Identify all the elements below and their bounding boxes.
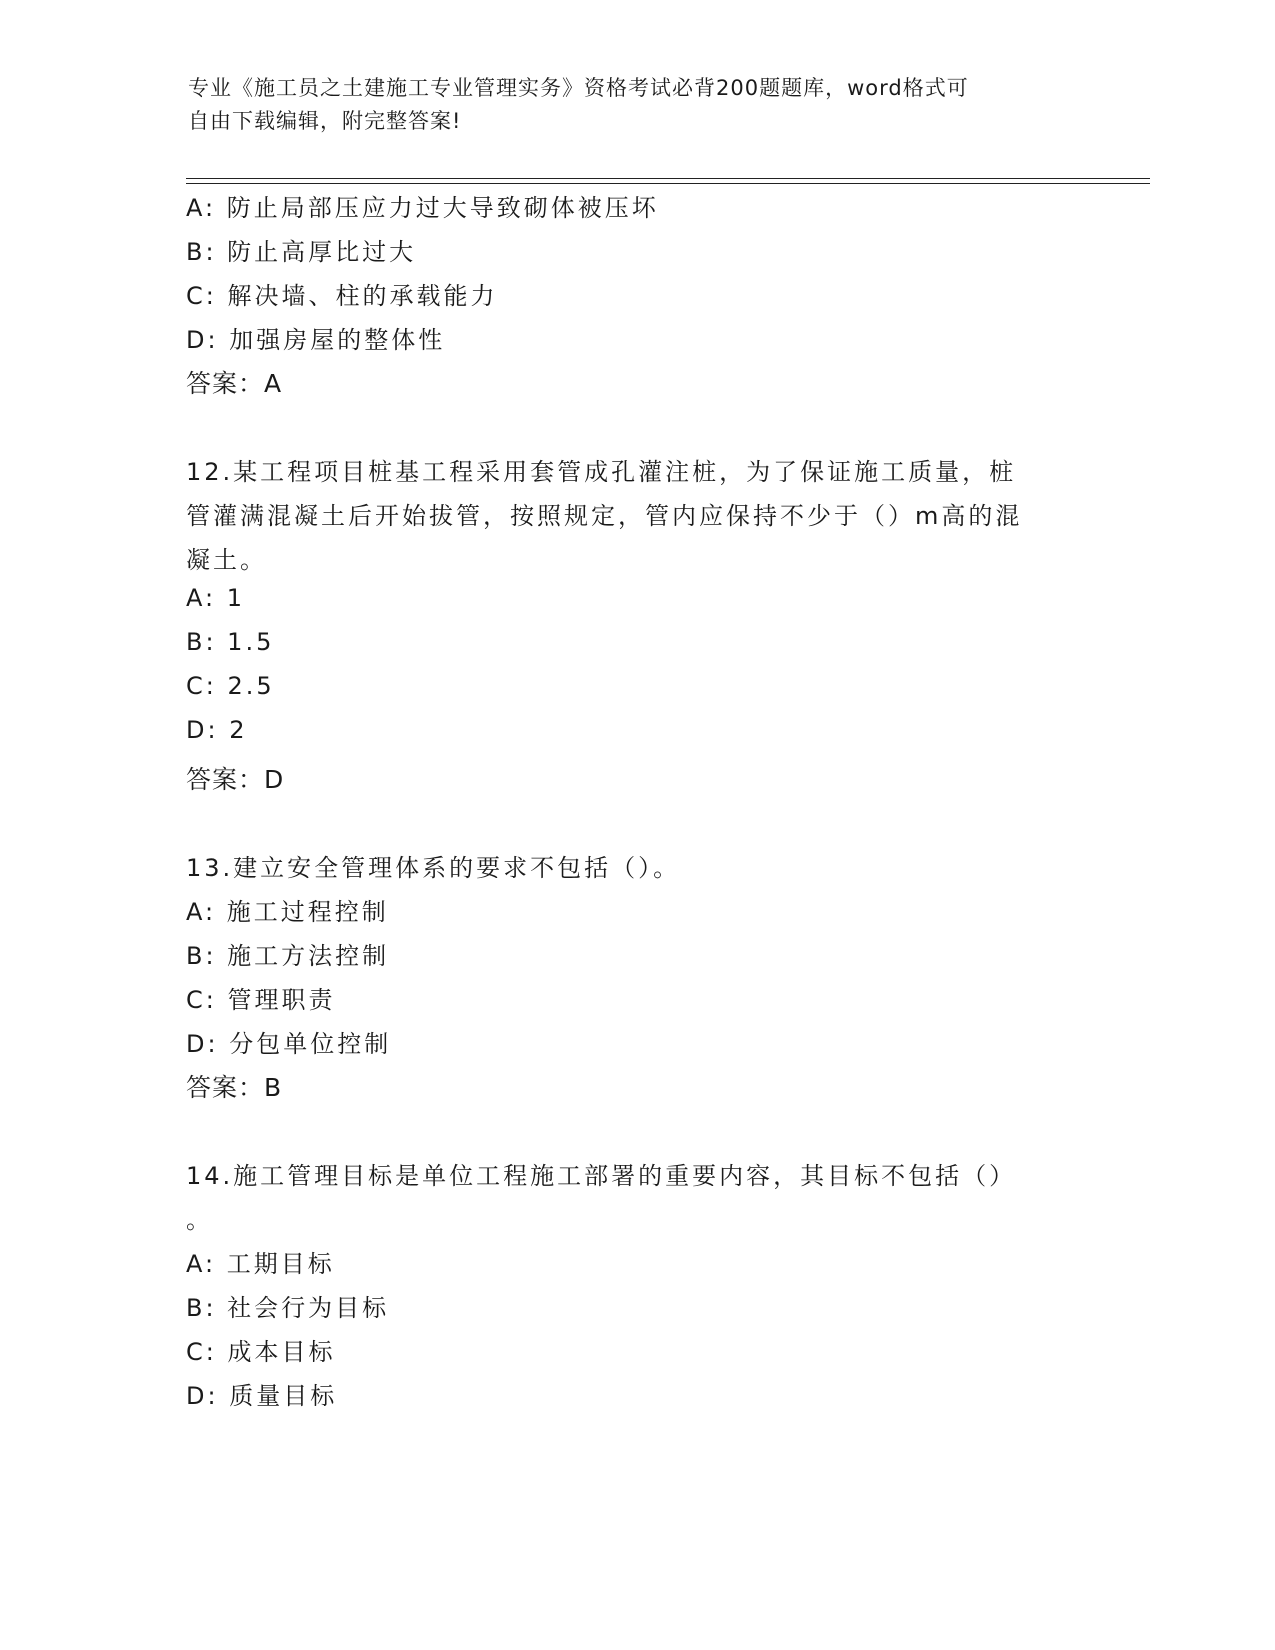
- option-a: A: 工期目标: [186, 1250, 335, 1278]
- question-stem-line: 13.建立安全管理体系的要求不包括（）。: [186, 854, 681, 882]
- option-b: B: 防止高厚比过大: [186, 238, 417, 266]
- question-stem-line: 。: [186, 1206, 213, 1234]
- option-a: A: 防止局部压应力过大导致砌体被压坏: [186, 194, 659, 222]
- question-stem-line: 管灌满混凝土后开始拔管，按照规定，管内应保持不少于（）m高的混: [186, 502, 1023, 530]
- option-d: D: 加强房屋的整体性: [186, 326, 446, 354]
- option-b: B: 社会行为目标: [186, 1294, 390, 1322]
- answer-line: 答案：B: [186, 1073, 283, 1102]
- option-a: A: 施工过程控制: [186, 898, 389, 926]
- option-a: A: 1: [186, 584, 245, 612]
- document-header: [188, 72, 1088, 138]
- option-d: D: 质量目标: [186, 1382, 338, 1410]
- option-d: D: 分包单位控制: [186, 1030, 392, 1058]
- option-b: B: 施工方法控制: [186, 942, 390, 970]
- option-d: D: 2: [186, 716, 248, 744]
- header-line-1: 专业《施工员之土建施工专业管理实务》资格考试必背200题题库，word格式可: [188, 76, 969, 100]
- option-b: B: 1.5: [186, 628, 275, 656]
- header-line-2: 自由下载编辑，附完整答案!: [188, 109, 462, 133]
- answer-line: 答案：D: [186, 765, 285, 794]
- header-divider-bottom: [186, 183, 1150, 184]
- header-divider-top: [186, 178, 1150, 179]
- option-c: C: 管理职责: [186, 986, 336, 1014]
- option-c: C: 成本目标: [186, 1338, 336, 1366]
- question-stem-line: 12.某工程项目桩基工程采用套管成孔灌注桩，为了保证施工质量，桩: [186, 458, 1017, 486]
- option-c: C: 2.5: [186, 672, 275, 700]
- question-stem-line: 14.施工管理目标是单位工程施工部署的重要内容，其目标不包括（）: [186, 1162, 1017, 1190]
- answer-line: 答案：A: [186, 369, 283, 398]
- option-c: C: 解决墙、柱的承载能力: [186, 282, 498, 310]
- question-stem-line: 凝土。: [186, 546, 267, 574]
